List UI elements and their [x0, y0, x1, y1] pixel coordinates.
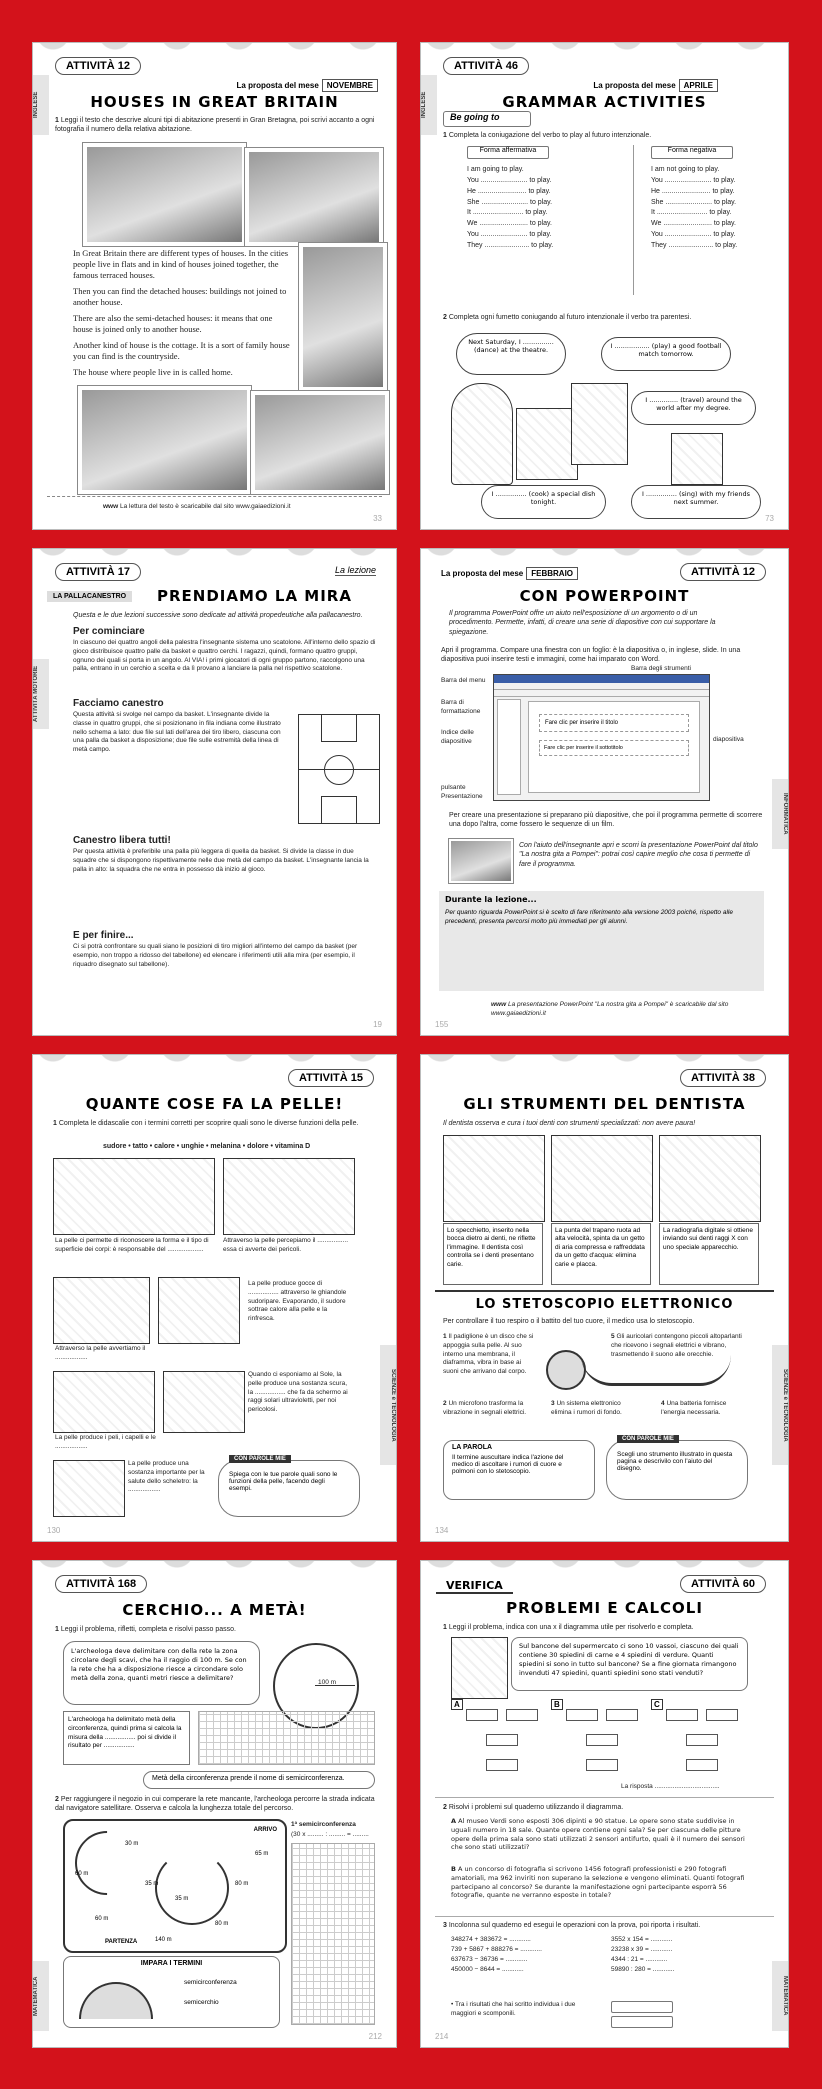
activity-badge: ATTIVITÀ 12	[55, 57, 141, 75]
instruction: 1 Completa la coniugazione del verbo to play al futuro intenzionale.	[443, 132, 652, 139]
instruction: 1 Leggi il testo che descrive alcuni tipi di abitazione presenti in Gran Bretagna, poi scrivi accanto a ogni fotografia il numero della relativa abitazione.	[55, 117, 375, 134]
callout-label: Barra degli strumenti	[631, 665, 691, 672]
page-grammar	[420, 42, 789, 530]
instruction: 1 Completa le didascalie con i termini corretti per scoprire quali sono le diverse funzioni della pelle.	[53, 1120, 359, 1127]
activity-badge: ATTIVITÀ 168	[55, 1575, 147, 1593]
section-title: LO STETOSCOPIO ELETTRONICO	[475, 1297, 734, 1312]
month-label: La proposta del mese NOVEMBRE	[237, 81, 378, 90]
mirror-illustration	[443, 1135, 545, 1222]
page-title: QUANTE COSE FA LA PELLE!	[85, 1095, 344, 1113]
start-label: PARTENZA	[105, 1939, 138, 1945]
page-number: 130	[47, 1526, 61, 1535]
dimension-label: 140 m	[155, 1937, 172, 1943]
dimension-label: 35 m	[175, 1896, 189, 1902]
instruction-2: 2 Completa ogni fumetto coniugando al futuro intenzionale il verbo tra parentesi.	[443, 314, 692, 321]
intro-text: Il dentista osserva e cura i tuoi denti con strumenti specializzati: non avere paura!	[443, 1120, 696, 1127]
problem-text: L'archeologa deve delimitare con della rete la zona circolare degli scavi, che ha il raggio di 100 m. Se con la rete che ha a disposizione riesce a circondare solo metà della zona, quanti metri riesce a delimitare?	[71, 1647, 247, 1683]
page-number: 19	[373, 1020, 382, 1029]
xray-illustration	[659, 1135, 761, 1222]
affirmative-rows: I am going to play. You ........................ to play. He ......................... to play. She ........................ to play. It .......................... to play. We ......................... to play. You ........................ to play. They ....................... to play.	[467, 166, 554, 249]
activity-badge: ATTIVITÀ 38	[680, 1069, 766, 1087]
radius-label: 100 m	[318, 1679, 337, 1686]
caption: La pelle produce una sostanza importante per la salute dello scheletro: la ..................	[128, 1460, 205, 1494]
month-value: NOVEMBRE	[322, 79, 378, 92]
section-label: LA PALLACANESTRO	[47, 591, 132, 602]
word-box-title: LA PAROLA	[452, 1444, 493, 1451]
reading-text: In Great Britain there are different types of houses. In the cities people live in flats and in kind of houses joined together, the famous terraced houses. Then you can find the detached houses: buildings not joined to another house. There are also the semi-detached houses: it means that one house is joined only to another house. Another kind of house is the cottage. It is a sort of family house you can find is the countryside. The house where people live in is called home.	[73, 248, 290, 378]
activity-badge: ATTIVITÀ 17	[55, 563, 141, 581]
tool-description: La punta del trapano ruota ad alta velocità, spinta da un getto di aria compressa e raffreddata da un getto d'acqua: elimina carie e placca.	[551, 1223, 651, 1285]
dimension-label: 30 m	[125, 1841, 139, 1847]
subtitle-box: Be going to	[443, 111, 531, 127]
photo-terraced-houses	[83, 143, 246, 246]
section-text: Per questa attività è preferibile una palla più leggera di quella da basket. Si divide la classe in due squadre che si dispongono rispettivamente nelle due metà del campo da basket. L'insegnante lancia la palla in alto: la squadra che ne entra in possesso dà inizio al gioco.	[73, 848, 369, 873]
section-heading: Facciamo canestro	[73, 698, 164, 709]
operations-left: 348274 + 383672 = ............ 739 + 5867 + 888276 = ............ 637673 − 36736 = ............ 450000 − 8644 = ............	[451, 1936, 542, 1974]
subject-tab: INGLESE	[33, 75, 49, 135]
option-b[interactable]: B	[551, 1699, 563, 1710]
dimension-label: 60 m	[75, 1871, 89, 1877]
answer-line: La risposta ....................................	[621, 1783, 720, 1790]
page-semicircle	[32, 1560, 397, 2048]
photo-detached-house	[78, 386, 251, 494]
terms-box	[63, 1956, 280, 2028]
dimension-label: 80 m	[215, 1921, 229, 1927]
court-diagram	[298, 714, 380, 824]
tool-description: Lo specchietto, inserito nella bocca dietro ai denti, ne riflette l'immagine. Il dentista così controlla se i denti presentano carie.	[443, 1223, 543, 1285]
arrival-label: ARRIVO	[253, 1827, 277, 1833]
part-description: 2 Un microfono trasforma la vibrazione in segnali elettrici.	[443, 1400, 527, 1416]
page-skin	[32, 1054, 397, 1542]
own-words-title: CON PAROLE MIE	[229, 1455, 291, 1463]
page-problems	[420, 1560, 789, 2048]
callout-label: Barra del menu	[441, 677, 486, 684]
instruction: 1 Leggi il problema, indica con una x il diagramma utile per risolverlo e completa.	[443, 1624, 694, 1631]
instruction-2: 2 Risolvi i problemi sul quaderno utilizzando il diagramma.	[443, 1804, 624, 1811]
dimension-label: 60 m	[95, 1916, 109, 1922]
section-heading: E per finire...	[73, 930, 134, 941]
caption: La pelle produce gocce di ................. attraverso le ghiandole sudoripare. Evaporando, il sudore sottrae calore alla pelle e la rinfresca.	[248, 1280, 347, 1323]
negative-rows: I am not going to play. You ........................ to play. He ......................... to play. She ........................ to play. It .......................... to play. We ......................... to play. You ........................ to play. They ....................... to play.	[651, 166, 738, 249]
caption: La pelle produce i peli, i capelli e le ..................	[55, 1434, 156, 1450]
slide-subtitle-placeholder: Fare clic per inserire il sottotitolo	[539, 740, 689, 756]
slide-thumbnail	[449, 839, 513, 883]
verifica-label: VERIFICA	[436, 1579, 513, 1594]
tool-description: La radiografia digitale si ottiene inviando sui denti raggi X con uno speciale apparecchio.	[659, 1223, 759, 1285]
heat-illustration	[53, 1277, 150, 1344]
problem-b: B A un concorso di fotografia si scrivono 1456 fotografi professionisti e 290 fotografi amatoriali, ma 962 inviriti non superano la selezione e vengono eliminati. Quanti fotografi partecipano al concorso? Se durante la manifestazione ogni partecipante esporrà 56 fotografie, quante ne verranno esposte in totale?	[451, 1865, 745, 1900]
intro-text: Questa e le due lezioni successive sono dedicate ad attività propedeutiche alla pallacanestro.	[73, 612, 363, 619]
subject-tab: ATTIVITÀ MOTORIE	[33, 659, 49, 729]
page-title: CERCHIO... A METÀ!	[122, 1601, 307, 1619]
intro-text: Il programma PowerPoint offre un aiuto nell'esposizione di un argomento o di un procedimento. Permette, infatti, di creare una serie di diapositive con cui supportare la spiegazione.	[449, 610, 716, 636]
page-number: 33	[373, 514, 382, 523]
page-basketball	[32, 548, 397, 1036]
shopper-illustration	[451, 1637, 508, 1699]
drill-illustration	[551, 1135, 653, 1222]
word-box-text: Il termine auscultare indica l'azione del medico di ascoltare i rumori di cuore e polmoni con lo stetoscopio.	[452, 1454, 564, 1475]
page-houses	[32, 42, 397, 530]
term-label: semicirconferenza	[184, 1979, 237, 1986]
footballer-illustration	[571, 383, 628, 465]
reasoning-box	[63, 1711, 190, 1765]
stethoscope-chestpiece	[546, 1350, 586, 1390]
page-top-decoration	[421, 548, 788, 561]
own-words-box	[606, 1436, 748, 1500]
caption: Attraverso la pelle percepiamo il ................. essa ci avverte dei pericoli.	[223, 1237, 348, 1253]
definition-text: Metà della circonferenza prende il nome di semicirconferenza.	[152, 1775, 345, 1782]
word-box	[443, 1440, 595, 1500]
page-title: HOUSES IN GREAT BRITAIN	[90, 93, 339, 111]
speech-bubble: I ............... (sing) with my friends next summer.	[631, 485, 761, 519]
callout-label: Barra di formattazione	[441, 699, 481, 715]
page-number: 155	[435, 1020, 449, 1029]
section-text: Ci si potrà confrontare su quali siano le posizioni di tiro migliori all'interno del campo da basket (per esempio, non troppo a ridosso del tabellone) ed elencare i riferimenti utili alla mira (per esempio, il riquadro disegnato sul tabellone).	[73, 943, 358, 968]
part-description: 5 Gli auricolari contengono piccoli altoparlanti che ricevono i segnali elettrici e vibrano, trasmettendo il suono alle orecchie.	[611, 1333, 742, 1358]
subject-tab: MATEMATICA	[33, 1961, 49, 2031]
photo-flats	[299, 243, 387, 391]
diagram-options	[451, 1699, 746, 1779]
sweat-illustration	[158, 1277, 240, 1344]
page-top-decoration	[33, 42, 396, 55]
caption: Quando ci esponiamo al Sole, la pelle produce una sostanza scura, la ................. che fa da schermo ai raggi solari ultravioletti, per noi pericolosi.	[248, 1371, 348, 1414]
section-text: Questa attività si svolge nel campo da basket. L'insegnante divide la classe in quattro gruppi, che si posizionano in fila indiana come illustrato nello schema a lato: due file sul lati dell'area dei tiro libero, ciascuna con una palla da basket a disposizione; due file sulle estremità della linea di metà campo.	[73, 711, 281, 754]
page-number: 73	[765, 514, 774, 523]
footer-note: www La presentazione PowerPoint "La nostra gita a Pompei" è scaricabile dal sito www.gaiaedizioni.it	[491, 1001, 729, 1017]
operations-right: 3552 x 154 = ............ 23238 x 39 = ............ 4344 : 21 = ............ 59890 : 280 = ............	[611, 1936, 675, 1974]
term-label: semicerchio	[184, 1999, 219, 2006]
speech-bubble: I .............. (travel) around the world after my degree.	[631, 391, 756, 425]
photo-cottage	[245, 148, 383, 246]
pain-illustration	[223, 1158, 355, 1235]
caption: La pelle ci permette di riconoscere la forma e il tipo di superficie dei corpi: è responsabile del ....................	[55, 1237, 209, 1253]
notes-text: Per quanto riguarda PowerPoint si è scelto di fare riferimento alla versione 2003 poiché, rispetto alle precedenti, presenta percorsi molto più immediati per gli alunni.	[445, 909, 733, 926]
caption: Attraverso la pelle avvertiamo il ..................	[55, 1345, 146, 1361]
activity-badge: ATTIVITÀ 46	[443, 57, 529, 75]
speech-bubble: I ................. (play) a good football match tomorrow.	[601, 337, 731, 371]
reasoning-text: L'archeologa ha delimitato metà della circonferenza, quindi prima si calcola la misura della ................. poi si divide il risultato per .................	[68, 1716, 182, 1750]
month-value: APRILE	[679, 79, 718, 92]
terms-title: IMPARA I TERMINI	[140, 1960, 203, 1967]
page-number: 134	[435, 1526, 449, 1535]
photo-semi-detached	[251, 391, 389, 494]
body-text: Apri il programma. Compare una finestra con un foglio: è la diapositiva o, in inglese, slide. In una diapositiva puoi inserire testi e immagini, come hai imparato con Word.	[441, 647, 741, 664]
powerpoint-window	[493, 674, 710, 801]
page-number: 214	[435, 2032, 449, 2041]
page-title: PROBLEMI E CALCOLI	[506, 1599, 703, 1617]
affirmative-label: Forma affermativa	[467, 146, 549, 159]
part-description: 1 Il padiglione è un disco che si appoggia sulla pelle. Al suo interno una membrana, il diaframma, vibra in base ai suoni che arrivano dal corpo.	[443, 1333, 534, 1376]
subject-tab: SCIENZE e TECNOLOGIA	[772, 1345, 788, 1465]
page-top-decoration	[33, 548, 396, 561]
part-description: 4 Una batteria fornisce l'energia necessaria.	[661, 1400, 727, 1416]
answer-box[interactable]	[611, 2001, 673, 2013]
singer-illustration	[671, 433, 723, 485]
instruction-3: 3 Incolonna sul quaderno ed esegui le operazioni con la prova, poi riporta i risultati.	[443, 1922, 701, 1929]
page-title: GRAMMAR ACTIVITIES	[502, 93, 707, 111]
problem-box	[63, 1641, 260, 1705]
own-words-text: Spiega con le tue parole quali sono le funzioni della pelle, facendo degli esempi.	[229, 1471, 338, 1492]
final-instruction: • Tra i risultati che hai scritto individua i due maggiori e scomponili.	[451, 2001, 576, 2017]
subject-tab: INGLESE	[421, 75, 437, 135]
callout-label: pulsante Presentazione	[441, 784, 483, 800]
page-top-decoration	[33, 1054, 396, 1067]
answer-box[interactable]	[611, 2016, 673, 2028]
semicircle-label: 1ª semicirconferenza	[291, 1821, 356, 1828]
nails-illustration	[53, 1371, 155, 1433]
instruction-2: 2 Per raggiungere il negozio in cui comperare la rete mancante, l'archeologa percorre la strada indicata dal navigatore satellitare. Osserva e calcola la lunghezza totale del percorso.	[55, 1796, 375, 1813]
subject-tab: MATEMATICA	[772, 1961, 788, 2031]
section-heading: Per cominciare	[73, 626, 145, 637]
calculation-line: (30 x ......... : ......... = .........	[291, 1831, 369, 1838]
own-words-text: Scegli uno strumento illustrato in questa pagina e descrivilo con l'aiuto del disegno.	[617, 1451, 733, 1472]
page-top-decoration	[33, 1560, 396, 1573]
page-top-decoration	[421, 1054, 788, 1067]
month-label: La proposta del mese FEBBRAIO	[441, 569, 578, 578]
chef-illustration	[516, 408, 578, 480]
page-top-decoration	[421, 1560, 788, 1573]
subject-tab: SCIENZE e TECNOLOGIA	[380, 1345, 396, 1465]
notes-title: Durante la lezione...	[445, 895, 537, 904]
page-title: PRENDIAMO LA MIRA	[157, 587, 352, 605]
page-number: 212	[368, 2032, 382, 2041]
sunbathing-illustration	[163, 1371, 245, 1433]
problem-a: A Al museo Verdi sono esposti 306 dipinti e 90 statue. Le opere sono state suddivise in uguali numero in 18 sale. Quante opere contiene ogni sala? Se per ciascuna delle pitture opere della prima sala sono stati utilizzati 2 sensori antifurto, quali è il numero dei sensori che sono stati utilizzati?	[451, 1817, 745, 1852]
touch-illustration	[53, 1158, 215, 1235]
page-title: CON POWERPOINT	[519, 587, 690, 605]
word-bank: sudore • tatto • calore • unghie • melanina • dolore • vitamina D	[103, 1143, 311, 1150]
footer-note: www La lettura del testo è scaricabile dal sito www.gaiaedizioni.it	[103, 503, 291, 510]
own-words-title: CON PAROLE MIE	[617, 1435, 679, 1443]
dimension-label: 80 m	[235, 1881, 249, 1887]
dancer-illustration	[451, 383, 513, 485]
section-heading: Canestro libera tutti!	[73, 835, 171, 846]
instruction: 1 Leggi il problema, rifletti, completa e risolvi passo passo.	[55, 1626, 236, 1633]
calculation-grid	[198, 1711, 375, 1765]
page-top-decoration	[421, 42, 788, 55]
speech-bubble: Next Saturday, I ............... (dance) at the theatre.	[456, 333, 566, 375]
section-text: In ciascuno dei quattro angoli della palestra l'insegnante sistema uno scatolone. All'interno dello spazio di gioco distribuisce quattro palle da basket e quattro cerchi. I ragazzi, quindi, formano quattro gruppi, ognuno dei quali si porta in un angolo. Al VIA! i primi giocatori di ogni gruppo partono, raccolgono una palla, entrano in un cerchio a scelta e da lì provano a lanciare la palla nel rispettivo scatolone.	[73, 639, 376, 673]
body-text: Con l'aiuto dell'insegnante apri e scorri la presentazione PowerPoint dal titolo "La nostra gita a Pompei": potrai così capire meglio che cosa ti permette di fare il programma.	[519, 842, 758, 868]
subject-tab: INFORMATICA	[772, 779, 788, 849]
option-c[interactable]: C	[651, 1699, 663, 1710]
stethoscope-tube	[581, 1355, 731, 1386]
definition-box	[143, 1771, 375, 1789]
negative-label: Forma negativa	[651, 146, 733, 159]
problem-box	[511, 1637, 748, 1691]
page-powerpoint	[420, 548, 789, 1036]
body-text: Per creare una presentazione si preparano più diapositive, che poi il programma permette di scorrere una dopo l'altra, come fossero le sequenze di un film.	[449, 812, 763, 829]
problem-text: Sul bancone del supermercato ci sono 10 vassoi, ciascuno dei quali contiene 30 spiedini di carne e 4 spiedini di verdure. Quanti spiedini si sono in tutto sul bancone? Se a fine giornata rimangono invenduti 47 spiedini, quanti spiedini sono stati venduti?	[519, 1642, 739, 1678]
callout-label: diapositiva	[713, 736, 744, 743]
dimension-label: 65 m	[255, 1851, 269, 1857]
activity-badge: ATTIVITÀ 60	[680, 1575, 766, 1593]
calculation-grid	[291, 1843, 375, 2025]
activity-badge: ATTIVITÀ 12	[680, 563, 766, 581]
option-a[interactable]: A	[451, 1699, 463, 1710]
own-words-box	[218, 1456, 360, 1517]
intro-text: Per controllare il tuo respiro o il battito del tuo cuore, il medico usa lo stetoscopio.	[443, 1318, 695, 1325]
speech-bubble: I ............... (cook) a special dish tonight.	[481, 485, 606, 519]
callout-label: Indice delle diapositive	[441, 729, 474, 745]
semicircle-shape	[79, 1982, 153, 2019]
route-map	[63, 1819, 287, 1953]
dimension-label: 35 m	[145, 1881, 159, 1887]
page-dentist	[420, 1054, 789, 1542]
page-title: GLI STRUMENTI DEL DENTISTA	[463, 1095, 746, 1113]
month-value: FEBBRAIO	[526, 567, 578, 580]
month-label: La proposta del mese APRILE	[593, 81, 718, 90]
slide-title-placeholder: Fare clic per inserire il titolo	[539, 714, 689, 732]
skeleton-illustration	[53, 1460, 125, 1517]
lesson-notes-box	[439, 891, 764, 991]
lesson-tag: La lezione	[334, 565, 376, 575]
part-description: 3 Un sistema elettronico elimina i rumori di fondo.	[551, 1400, 622, 1416]
activity-badge: ATTIVITÀ 15	[288, 1069, 374, 1087]
